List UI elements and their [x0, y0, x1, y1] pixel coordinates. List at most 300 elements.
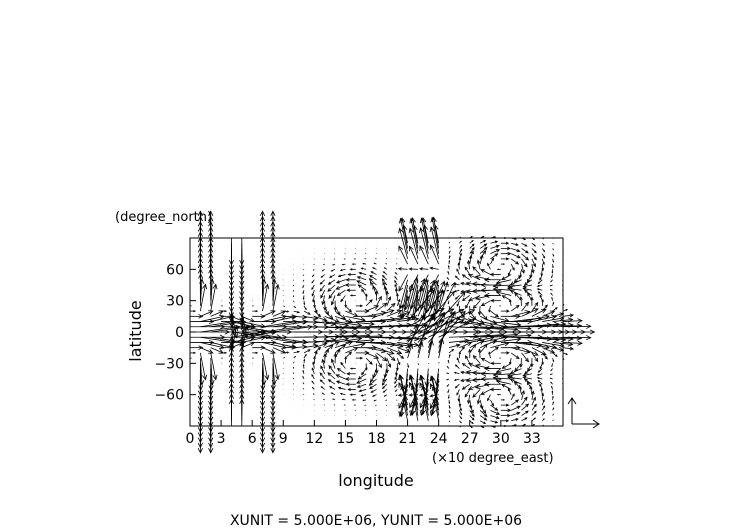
vector-arrow [480, 400, 483, 409]
vector-arrow [384, 369, 387, 378]
vector-arrow [553, 425, 554, 426]
vector-arrow [320, 285, 325, 291]
vector-arrow [553, 348, 564, 352]
vector-arrow [346, 278, 355, 281]
vector-arrow [481, 389, 490, 394]
vector-arrow [511, 305, 519, 311]
vector-arrow [430, 267, 438, 270]
vector-arrow [519, 269, 522, 278]
vector-arrow-shaft [323, 264, 324, 265]
vector-arrow [455, 283, 460, 285]
vector-arrow [455, 379, 460, 381]
vector-arrow-shaft [553, 243, 554, 244]
vector-arrow [320, 373, 325, 379]
vector-arrow [511, 348, 529, 354]
vector-arrow [338, 369, 346, 374]
vector-arrow [366, 358, 372, 364]
vector-arrow [552, 298, 553, 301]
vector-arrow [532, 243, 535, 246]
vector-arrow [447, 373, 449, 374]
x-tick-label: 30 [491, 431, 510, 447]
vector-arrow [346, 283, 356, 286]
vector-arrow [365, 363, 367, 369]
vector-arrow [339, 275, 346, 277]
vector-arrow [551, 275, 552, 278]
vector-arrow [532, 248, 536, 252]
vector-arrow [313, 394, 314, 395]
vector-arrow [449, 237, 450, 238]
vector-arrow [511, 238, 516, 239]
vector-arrow [330, 275, 335, 278]
vector-arrow-shaft [473, 389, 480, 397]
vector-arrow [478, 306, 481, 315]
vector-arrow [511, 406, 520, 410]
vector-arrow [490, 426, 495, 427]
vector-arrow [449, 410, 450, 412]
vector-arrow-shaft [303, 275, 304, 276]
vector-arrow [449, 261, 450, 264]
vector-arrow [522, 353, 529, 362]
vector-arrow [294, 356, 296, 358]
vector-arrow [473, 371, 491, 375]
vector-arrow [336, 285, 345, 289]
vector-arrow [522, 404, 529, 410]
vector-arrow [323, 264, 324, 265]
vector-arrow [490, 347, 498, 353]
vector-arrow [330, 387, 335, 390]
vector-arrow [314, 347, 320, 352]
vector-arrow [373, 369, 377, 378]
vector-arrow [320, 380, 324, 384]
vector-arrow [542, 248, 544, 251]
vector-arrow [459, 306, 461, 312]
vector-arrow [553, 254, 554, 256]
vector-arrow [538, 285, 543, 287]
vector-arrow [473, 301, 480, 309]
vector-arrow [190, 352, 195, 354]
vector-arrow [490, 421, 497, 423]
vector-arrow-head [448, 303, 449, 304]
vector-arrow [331, 393, 335, 395]
vector-arrow [456, 276, 460, 280]
vector-arrow [552, 264, 553, 267]
vector-arrow-shaft [396, 400, 397, 401]
vector-arrow [552, 396, 553, 399]
vector-arrow [497, 369, 512, 374]
vector-arrow [511, 311, 529, 317]
vector-arrow [473, 378, 491, 382]
vector-arrow-shaft [385, 263, 386, 264]
vector-arrow-shaft [323, 399, 324, 400]
vector-arrow [294, 306, 296, 308]
vector-arrow [449, 339, 469, 343]
vector-arrow [470, 421, 473, 424]
vector-arrow [449, 426, 450, 427]
vector-arrow [491, 362, 501, 365]
vector-arrow [347, 289, 356, 292]
vector-arrow-shaft [553, 248, 554, 250]
vector-arrow [304, 306, 306, 310]
vector-arrow [480, 240, 485, 243]
x-axis-label: longitude [338, 471, 414, 490]
vector-arrow-shaft [273, 327, 312, 332]
vector-arrow [449, 400, 450, 403]
vector-arrow [303, 371, 304, 374]
x-tick-label: 9 [278, 431, 288, 447]
vector-arrow-shaft [313, 394, 314, 395]
footer-units: XUNIT = 5.000E+06, YUNIT = 5.000E+06 [229, 513, 523, 529]
vector-arrow [502, 384, 511, 389]
vector-arrow [328, 373, 335, 379]
vector-arrow [383, 389, 386, 392]
vector-arrow [455, 290, 460, 292]
vector-arrow [465, 267, 470, 274]
vector-arrow-shaft [553, 420, 554, 421]
vector-arrow [538, 381, 542, 385]
vector-arrow [563, 330, 594, 334]
vector-arrow [303, 383, 304, 385]
vector-arrow [328, 285, 335, 291]
vector-arrow [312, 280, 314, 283]
vector-arrow [362, 369, 366, 375]
vector-arrow [346, 377, 356, 380]
vector-arrow [552, 391, 553, 394]
vector-arrow [351, 368, 356, 369]
vector-arrow-shaft [553, 238, 554, 239]
vector-arrow-shaft [412, 218, 417, 248]
vector-arrow [387, 358, 391, 367]
vector-arrow [303, 269, 304, 270]
vector-arrow-shaft [303, 388, 304, 389]
vector-arrow [489, 306, 491, 312]
vector-arrow [395, 389, 397, 391]
vector-arrow [314, 311, 320, 316]
vector-arrow [540, 363, 542, 368]
vector-arrow [313, 295, 315, 301]
vector-arrow [551, 293, 553, 295]
vector-arrow [490, 245, 499, 248]
vector-arrow [511, 394, 514, 400]
x-tick-label: 27 [460, 431, 479, 447]
vector-arrow [449, 344, 460, 348]
vector-arrow [449, 421, 450, 422]
vector-arrow [553, 238, 554, 239]
vector-arrow [508, 269, 511, 275]
vector-arrow [459, 245, 461, 248]
vector-arrow [190, 310, 195, 312]
vector-arrow-head [498, 394, 499, 395]
vector-arrow-head [447, 290, 448, 291]
vector-arrow [542, 419, 544, 421]
vector-arrow [448, 272, 449, 275]
vector-arrow [540, 384, 542, 389]
vector-arrow [538, 280, 542, 284]
vector-arrow [552, 269, 553, 272]
vector-arrow [542, 358, 544, 364]
vector-arrow [459, 241, 461, 243]
vector-arrow [303, 295, 304, 299]
vector-arrow [459, 342, 471, 347]
vector-arrow [511, 254, 520, 258]
vector-arrow-head [552, 298, 553, 299]
vector-arrow [396, 264, 397, 265]
y-tick-label: 60 [166, 262, 184, 279]
vector-arrow [490, 405, 497, 410]
vector-arrow [457, 269, 459, 274]
vector-arrow [551, 378, 553, 379]
vector-arrow [328, 380, 335, 384]
vector-arrow [473, 282, 491, 286]
vector-arrow [370, 282, 376, 290]
vector-arrow [273, 337, 308, 344]
vector-arrow [473, 267, 480, 275]
vector-arrow [501, 425, 506, 427]
vector-arrow [358, 276, 367, 279]
vector-arrow [323, 301, 326, 310]
vector-arrow [363, 263, 366, 264]
vector-arrow [511, 243, 518, 245]
vector-arrow [538, 289, 543, 291]
unit-reference-arrows [568, 398, 599, 428]
x-tick-label: 15 [336, 431, 355, 447]
vector-arrow [477, 395, 480, 404]
vector-arrow [339, 387, 346, 389]
vector-arrow [553, 313, 564, 317]
vector-arrow [263, 311, 275, 317]
vector-arrow-head [447, 373, 448, 374]
vector-arrow [551, 369, 553, 371]
vector-arrow [522, 254, 529, 260]
vector-arrow [366, 353, 378, 358]
vector-arrow-head [343, 399, 344, 400]
vector-arrow [399, 394, 408, 397]
vector-arrow [501, 252, 511, 255]
vector-arrow [489, 352, 491, 358]
vector-arrow [448, 301, 449, 304]
vector-arrow [323, 399, 324, 400]
vector-arrow [502, 296, 511, 301]
vector-arrow [522, 243, 527, 246]
vector-arrow [385, 268, 387, 270]
vector-arrow [333, 399, 335, 400]
vector-arrow-shaft [473, 267, 480, 275]
vector-arrow [449, 350, 453, 353]
vector-arrow [371, 272, 376, 275]
vector-arrow [551, 285, 553, 286]
vector-arrow [459, 258, 461, 264]
vector-arrow [490, 241, 497, 243]
vector-arrow [501, 237, 506, 239]
vector-arrow-shaft [562, 280, 563, 281]
vector-arrow [374, 263, 376, 264]
vector-arrow-shaft [314, 399, 315, 400]
vector-arrow [523, 285, 532, 288]
y-tick-label: −60 [154, 387, 184, 404]
vector-arrow-shaft [562, 383, 563, 384]
vector-arrow [312, 285, 314, 289]
vector-arrow [314, 301, 316, 308]
vector-arrow [459, 337, 481, 342]
vector-arrow [353, 399, 356, 400]
vector-arrow [501, 399, 504, 400]
y-tick-label: −30 [154, 356, 184, 373]
vector-arrow [263, 348, 275, 354]
vector-arrow [303, 290, 304, 293]
vector-arrow [532, 254, 536, 260]
vector-arrow-shaft [366, 300, 372, 306]
vector-arrow [347, 372, 356, 375]
vector-arrow-shaft [449, 426, 450, 427]
vector-arrow [481, 270, 490, 275]
vector-arrow-shaft [562, 369, 563, 370]
vector-arrow [459, 416, 461, 419]
vector-arrow [541, 269, 543, 275]
vector-arrow [551, 280, 553, 282]
vector-arrow-head [503, 264, 504, 265]
vector-arrow [501, 409, 511, 412]
vector-arrow [313, 275, 315, 277]
vector-arrow [345, 352, 351, 358]
vector-arrow [328, 280, 335, 284]
y-units-label: (degree_north) [115, 210, 213, 225]
vector-arrow [396, 363, 398, 370]
vector-arrow [351, 295, 356, 296]
vector-arrow [553, 248, 554, 250]
vector-arrow [408, 363, 409, 367]
vector-arrow-head [363, 400, 364, 401]
vector-arrow [563, 347, 573, 350]
vector-arrow [562, 383, 563, 384]
vector-arrow [511, 425, 516, 426]
x-tick-label: 0 [185, 431, 195, 447]
vector-arrow-shaft [399, 275, 408, 291]
vector-arrow [455, 372, 460, 374]
vector-arrow [303, 365, 304, 369]
vector-arrow-shaft [396, 395, 397, 396]
vector-arrow [522, 418, 527, 421]
vector-arrow [362, 289, 366, 295]
vector-arrow [501, 352, 509, 354]
vector-arrow [523, 288, 532, 291]
vector-arrow [385, 263, 386, 264]
vector-arrow [501, 264, 504, 265]
vector-arrow [463, 275, 470, 280]
vector-arrow [425, 369, 429, 387]
vector-arrow [387, 297, 391, 306]
vector-arrow [542, 254, 544, 258]
vector-arrow [449, 251, 450, 253]
vector-arrow [395, 384, 397, 387]
vector-arrow [449, 306, 450, 309]
vector-arrow [522, 302, 529, 311]
vector-arrow [523, 374, 532, 377]
vector-arrow [456, 384, 460, 388]
x-tick-label: 12 [305, 431, 324, 447]
vector-arrow [383, 272, 386, 275]
vector-arrow [470, 241, 473, 244]
vector-arrow [343, 399, 346, 400]
vector-arrow-shaft [396, 268, 397, 269]
vector-arrow [358, 384, 367, 387]
vector-arrow [447, 290, 449, 291]
vector-arrow [562, 295, 563, 296]
vector-arrow-shaft [345, 352, 351, 358]
vector-arrow [456, 365, 460, 369]
vector-arrow-head [448, 360, 449, 361]
vector-arrow [200, 311, 212, 317]
vector-arrow [399, 268, 408, 271]
vector-arrow [359, 389, 366, 391]
vector-arrow [532, 418, 535, 421]
vector-arrow [385, 400, 386, 401]
vector-arrow [240, 238, 244, 265]
vector-arrow-shaft [434, 217, 439, 248]
vector-arrow [490, 400, 493, 406]
vector-arrow [448, 360, 449, 363]
vector-arrow-shaft [402, 218, 408, 248]
vector-arrow [449, 355, 450, 358]
y-tick-label: 30 [166, 293, 184, 310]
vector-arrow [321, 275, 324, 278]
vector-arrow [341, 393, 346, 394]
vector-arrow-shaft [522, 254, 529, 260]
vector-arrow [304, 360, 305, 364]
vector-arrow [435, 369, 439, 386]
vector-arrow [334, 301, 337, 311]
vector-arrow [200, 348, 212, 354]
vector-arrow [553, 353, 557, 356]
vector-arrow [395, 277, 397, 280]
vector-arrow [375, 363, 378, 373]
vector-arrow [488, 263, 491, 269]
vector-arrow [478, 349, 481, 358]
vector-arrow [366, 306, 378, 311]
vector-arrow [353, 264, 356, 265]
vector-arrow [497, 291, 512, 296]
vector-arrow [320, 280, 324, 284]
vector-arrow [522, 411, 529, 415]
vector-arrow [303, 280, 304, 282]
vector-arrow [385, 395, 387, 397]
vector-arrow [458, 395, 460, 401]
vector-arrow [563, 353, 567, 355]
vector-arrow [409, 268, 418, 271]
vector-arrow [482, 358, 491, 363]
vector-arrow-head [552, 365, 553, 366]
vector-arrow [553, 420, 554, 421]
vector-arrow [467, 395, 470, 404]
vector-arrow-shaft [303, 269, 304, 270]
vector-arrow [377, 348, 394, 355]
vector-arrow [252, 352, 257, 354]
vector-arrow [553, 243, 554, 244]
vector-arrow [351, 394, 356, 396]
vector-arrow [563, 314, 573, 317]
vector-arrow-shaft [303, 383, 304, 385]
vector-arrow [473, 289, 491, 293]
vector-arrow-head [343, 264, 344, 265]
vector-arrow [542, 259, 544, 264]
vector-arrow [303, 377, 304, 379]
vector-arrow [490, 250, 499, 254]
vector-arrow [553, 308, 557, 311]
x-tick-label: 33 [523, 431, 541, 447]
vector-arrow [540, 295, 542, 300]
vector-arrow-head [503, 399, 504, 400]
vector-arrow [341, 362, 345, 368]
vector-arrow [511, 248, 520, 251]
vector-arrow [457, 301, 459, 306]
